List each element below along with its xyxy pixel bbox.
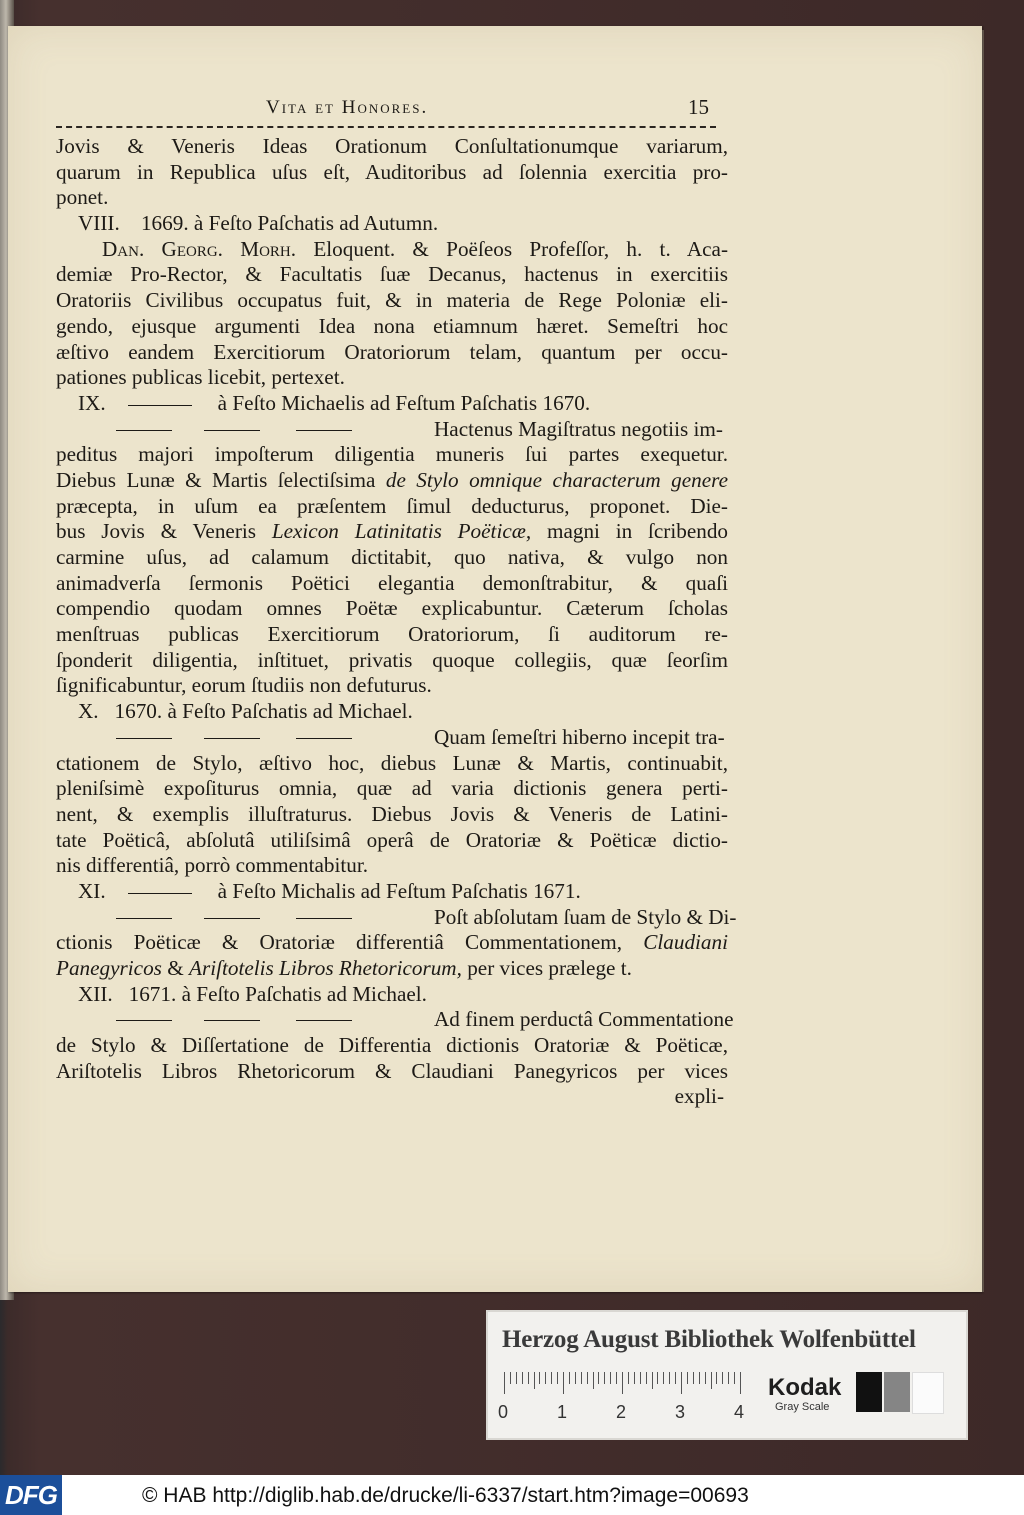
text-line: carmine uſus, ad calamum dictitabit, quo nativa, & vulgo non: [56, 545, 728, 569]
text-line: [56, 956, 728, 982]
section-date: 1671. à Feſto Paſchatis ad Michael.: [128, 981, 427, 1006]
dfg-logo[interactable]: DFG: [0, 1475, 62, 1515]
ruler-tick: [569, 1372, 570, 1384]
header-rule: [56, 126, 716, 128]
scale-number: 4: [734, 1402, 745, 1422]
gray-scale-label: Gray Scale: [775, 1401, 830, 1413]
text-line: [56, 1007, 734, 1033]
scale-number: 1: [557, 1402, 568, 1422]
author-name: Dan. Georg. Morh.: [102, 236, 297, 261]
italic-title: Ariſtotelis Libros Rhetoricorum,: [189, 956, 462, 980]
black-swatch: [856, 1372, 882, 1412]
text-line: æſtivo eandem Exercitiorum Oratoriorum telam, quantum per occu-: [56, 339, 728, 364]
ruler-tick: [669, 1372, 670, 1384]
ruler-tick: [657, 1372, 658, 1384]
scale-ruler: [504, 1372, 754, 1398]
section-heading-xi: [56, 879, 728, 905]
ruler-tick: [563, 1372, 564, 1394]
text-line: [56, 468, 728, 494]
ruler-tick: [622, 1372, 623, 1394]
ruler-tick: [516, 1372, 517, 1384]
dash-rule: [116, 914, 416, 924]
catchword: expli-: [674, 1084, 724, 1109]
ruler-tick: [534, 1372, 535, 1389]
section-date: à Feſto Michaelis ad Feſtum Paſchatis 1670.: [217, 390, 591, 415]
ruler-tick: [646, 1372, 647, 1384]
section-heading-ix: [56, 391, 728, 417]
italic-title: de Stylo omnique characterum genere: [385, 467, 728, 492]
ruler-tick: [663, 1372, 664, 1384]
ruler-tick: [628, 1372, 629, 1384]
text-line: quarum in Republica uſus eſt, Auditoribus ad ſolennia exercitia pro-: [56, 159, 728, 184]
ruler-tick: [728, 1372, 729, 1384]
text-line: menſtruas publicas Exercitiorum Oratoriorum, ſi auditorum re-: [56, 622, 728, 647]
ruler-tick: [634, 1372, 635, 1384]
text-line: [56, 417, 728, 443]
library-name: Herzog August Bibliothek Wolfenbüttel: [502, 1326, 916, 1353]
ruler-tick: [716, 1372, 717, 1384]
ruler-tick: [545, 1372, 546, 1384]
scale-number: 2: [616, 1402, 627, 1422]
dash-rule: [128, 893, 192, 894]
text-fragment: Quam ſemeſtri hiberno incepit tra-: [434, 724, 725, 749]
ruler-tick: [734, 1372, 735, 1384]
section-heading-x: [56, 699, 728, 725]
section-number: X.: [78, 699, 99, 724]
ruler-tick: [528, 1372, 529, 1384]
ruler-tick: [693, 1372, 694, 1384]
text-line: animadverſa ſermonis Poëtici elegantia demonſtrabitur, & quaſi: [56, 570, 728, 595]
italic-title: Panegyricos: [56, 956, 162, 980]
ruler-tick: [616, 1372, 617, 1384]
copyright-url[interactable]: © HAB http://diglib.hab.de/drucke/li-6337/start.htm?image=00693: [142, 1484, 749, 1507]
kodak-logo: Kodak: [768, 1374, 842, 1401]
italic-title: Claudiani: [643, 930, 728, 955]
text-fragment: magni in ſcribendo: [546, 519, 728, 544]
text-line: demiæ Pro-Rector, & Facultatis ſuæ Decanus, hactenus in exercitiis: [56, 262, 728, 287]
text-line: Ariſtotelis Libros Rhetoricorum & Claudiani Panegyricos per vices: [56, 1058, 728, 1083]
ruler-tick: [652, 1372, 653, 1389]
kodak-color-target: [486, 1310, 968, 1440]
italic-title: Lexicon Latinitatis Poëticæ,: [271, 519, 532, 544]
ruler-tick: [699, 1372, 700, 1384]
ruler-tick: [640, 1372, 641, 1384]
dash-rule: [116, 1016, 416, 1026]
ruler-tick: [551, 1372, 552, 1384]
text-fragment: Ad finem perductâ Commentatione: [434, 1007, 734, 1032]
text-line: [56, 519, 728, 545]
text-fragment: Diebus Lunæ & Martis ſelectiſsima: [56, 467, 376, 492]
section-date: 1670. à Feſto Paſchatis ad Michael.: [114, 699, 413, 724]
text-fragment: Poſt abſolutam ſuam de Stylo & Di-: [434, 904, 737, 929]
text-line: ctationem de Stylo, æſtivo hoc, diebus Lunæ & Martis, continuabit,: [56, 750, 728, 775]
section-number: VIII.: [78, 211, 120, 236]
text-line: [56, 725, 728, 751]
ruler-tick: [740, 1372, 741, 1394]
ruler-tick: [610, 1372, 611, 1384]
ruler-tick: [522, 1372, 523, 1384]
body-text: [56, 134, 737, 1110]
text-line: tate Poëticâ, abſolutâ utiliſsimâ operâ de Oratoriæ & Poëticæ dictio-: [56, 827, 728, 852]
ruler-tick: [681, 1372, 682, 1394]
ruler-tick: [593, 1372, 594, 1389]
text-line: peditus majori impoſterum diligentia muneris ſui partes exequetur.: [56, 442, 728, 467]
ruler-tick: [705, 1372, 706, 1384]
section-heading-viii: [56, 211, 728, 237]
page-number: 15: [688, 95, 709, 119]
section-date: à Feſto Michalis ad Feſtum Paſchatis 1671.: [217, 878, 581, 903]
text-line: [56, 930, 728, 956]
ruler-tick: [557, 1372, 558, 1384]
section-heading-xii: [56, 982, 728, 1008]
ruler-tick: [504, 1372, 505, 1394]
ruler-tick: [510, 1372, 511, 1384]
section-number: XI.: [78, 878, 106, 903]
text-line: [56, 237, 728, 263]
ruler-tick: [587, 1372, 588, 1384]
ruler-tick: [687, 1372, 688, 1384]
text-fragment: per vices prælege t.: [467, 956, 632, 980]
text-line: ſponderit diligentia, inſtituet, privatis quoque collegiis, quæ ſeorſim: [56, 647, 728, 672]
ruler-tick: [675, 1372, 676, 1384]
gray-swatch: [884, 1372, 910, 1412]
dash-rule: [116, 734, 416, 744]
text-line: pationes publicas licebit, pertexet.: [56, 365, 345, 390]
section-number: XII.: [78, 981, 113, 1006]
text-line: [56, 904, 737, 931]
text-line: nis differentiâ, porrò commentabitur.: [56, 853, 369, 878]
scale-number: 3: [675, 1402, 686, 1422]
section-date: 1669. à Feſto Paſchatis ad Autumn.: [140, 211, 439, 236]
ruler-tick: [581, 1372, 582, 1384]
text-line: præcepta, in uſum ea præſentem ſimul deducturus, proponet. Die-: [56, 493, 728, 518]
text-line: Jovis & Veneris Ideas Orationum Conſultationumque variarum,: [56, 134, 728, 158]
dash-rule: [116, 426, 416, 436]
text-line: gendo, ejusque argumenti Idea nona etiamnum hæret. Semeſtri hoc: [56, 313, 728, 338]
text-fragment: Eloquent. & Poëſeos Profeſſor, h. t. Aca-: [313, 236, 728, 261]
ruler-tick: [722, 1372, 723, 1384]
running-head: Vita et Honores.: [266, 97, 429, 118]
text-fragment: &: [167, 956, 184, 980]
dash-rule: [128, 405, 192, 406]
text-line: compendio quodam omnes Poëtæ explicabuntur. Cæterum ſcholas: [56, 596, 728, 621]
text-line: nent, & exemplis illuſtraturus. Diebus Jovis & Veneris de Latini-: [56, 801, 728, 826]
text-fragment: Hactenus Magiſtratus negotiis im-: [434, 416, 723, 441]
ruler-tick: [604, 1372, 605, 1384]
text-line: Oratoriis Civilibus occupatus fuit, & in materia de Rege Poloniæ eli-: [56, 288, 728, 313]
section-number: IX.: [78, 390, 106, 415]
text-line: ſignificabuntur, eorum ſtudiis non defuturus.: [56, 673, 432, 698]
text-line: ponet.: [56, 185, 109, 210]
ruler-tick: [575, 1372, 576, 1384]
text-fragment: ctionis Poëticæ & Oratoriæ differentiâ Commentationem,: [56, 930, 623, 955]
text-line: de Stylo & Diſſertatione de Differentia dictionis Oratoriæ & Poëticæ,: [56, 1033, 728, 1058]
scale-number: 0: [498, 1402, 509, 1422]
ruler-tick: [711, 1372, 712, 1389]
ruler-tick: [598, 1372, 599, 1384]
ruler-tick: [539, 1372, 540, 1384]
text-line: pleniſsimè expoſiturus omnia, quæ ad varia dictionis genera perti-: [56, 776, 728, 801]
white-swatch: [912, 1372, 944, 1414]
text-fragment: bus Jovis & Veneris: [56, 519, 257, 544]
